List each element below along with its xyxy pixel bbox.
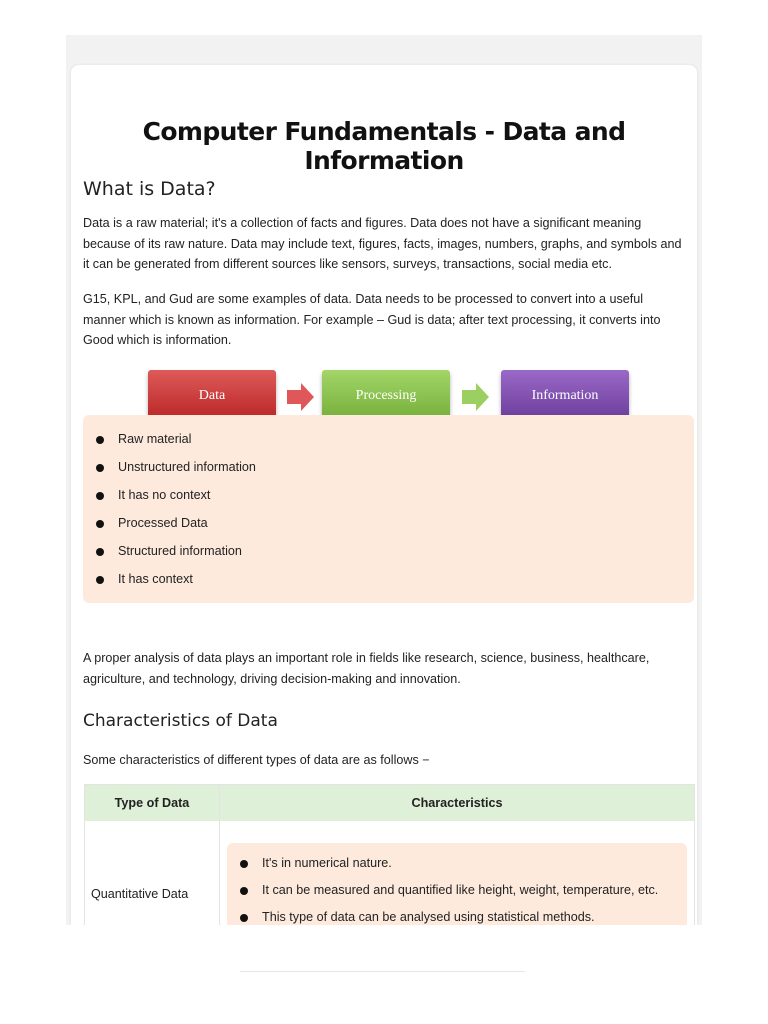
section-heading-characteristics: Characteristics of Data — [83, 711, 278, 731]
list-item: It's in numerical nature. — [227, 853, 687, 874]
list-item: Processed Data — [83, 509, 694, 537]
paragraph-data-analysis: A proper analysis of data plays an important role in fields like research, science, business, healthcare, agriculture, and technology, driving decision-making and innovation. — [83, 651, 650, 686]
flow-box-information: Information — [501, 370, 629, 422]
list-item: It has no context — [83, 481, 694, 509]
section-heading-what-is-data: What is Data? — [83, 178, 216, 200]
bullet-icon — [96, 548, 104, 556]
flow-box-data: Data — [148, 370, 276, 422]
flow-box-processing: Processing — [322, 370, 450, 422]
bullet-icon — [240, 914, 248, 922]
bullet-icon — [240, 887, 248, 895]
data-info-bullet-list — [83, 415, 694, 603]
bullet-icon — [96, 464, 104, 472]
list-item: It has context — [83, 565, 694, 593]
paragraph-data-examples: G15, KPL, and Gud are some examples of data. Data needs to be processed to convert into a useful manner which is known as information. For example – Gud is data; after text processing, it converts into Good which is information. — [83, 292, 661, 347]
right-arrow-icon — [462, 383, 489, 411]
list-item: Raw material — [83, 425, 694, 453]
data-type-label: Quantitative Data — [91, 887, 189, 901]
paragraph-characteristics-intro: Some characteristics of different types of data are as follows − — [83, 753, 430, 767]
table-cell-characteristics — [227, 843, 687, 925]
bullet-icon — [96, 576, 104, 584]
bullet-icon — [96, 436, 104, 444]
characteristics-table — [84, 784, 695, 925]
list-item: Unstructured information — [83, 453, 694, 481]
list-item: Structured information — [83, 537, 694, 565]
list-item: This type of data can be analysed using statistical methods. — [227, 907, 687, 925]
bullet-icon — [96, 492, 104, 500]
footer-divider — [240, 971, 525, 972]
article-card — [71, 65, 697, 925]
bullet-icon — [96, 520, 104, 528]
paragraph-data-definition: Data is a raw material; it's a collection of facts and figures. Data does not have a significant meaning because of its raw nature. Data may include text, figures, facts, images, numbers, graphs, and symbols and it can be generated from different sources like sensors, surveys, transactions, social media etc. — [83, 216, 682, 271]
bullet-icon — [240, 860, 248, 868]
list-item: It can be measured and quantified like height, weight, temperature, etc. — [227, 880, 687, 901]
column-header-characteristics: Characteristics — [411, 796, 503, 810]
column-header-type: Type of Data — [85, 785, 220, 821]
right-arrow-icon — [287, 383, 314, 411]
page-background — [66, 35, 702, 925]
page-title: Computer Fundamentals - Data and Information — [142, 117, 626, 175]
table-cell-type — [85, 821, 220, 925]
table-header-row — [85, 785, 694, 821]
